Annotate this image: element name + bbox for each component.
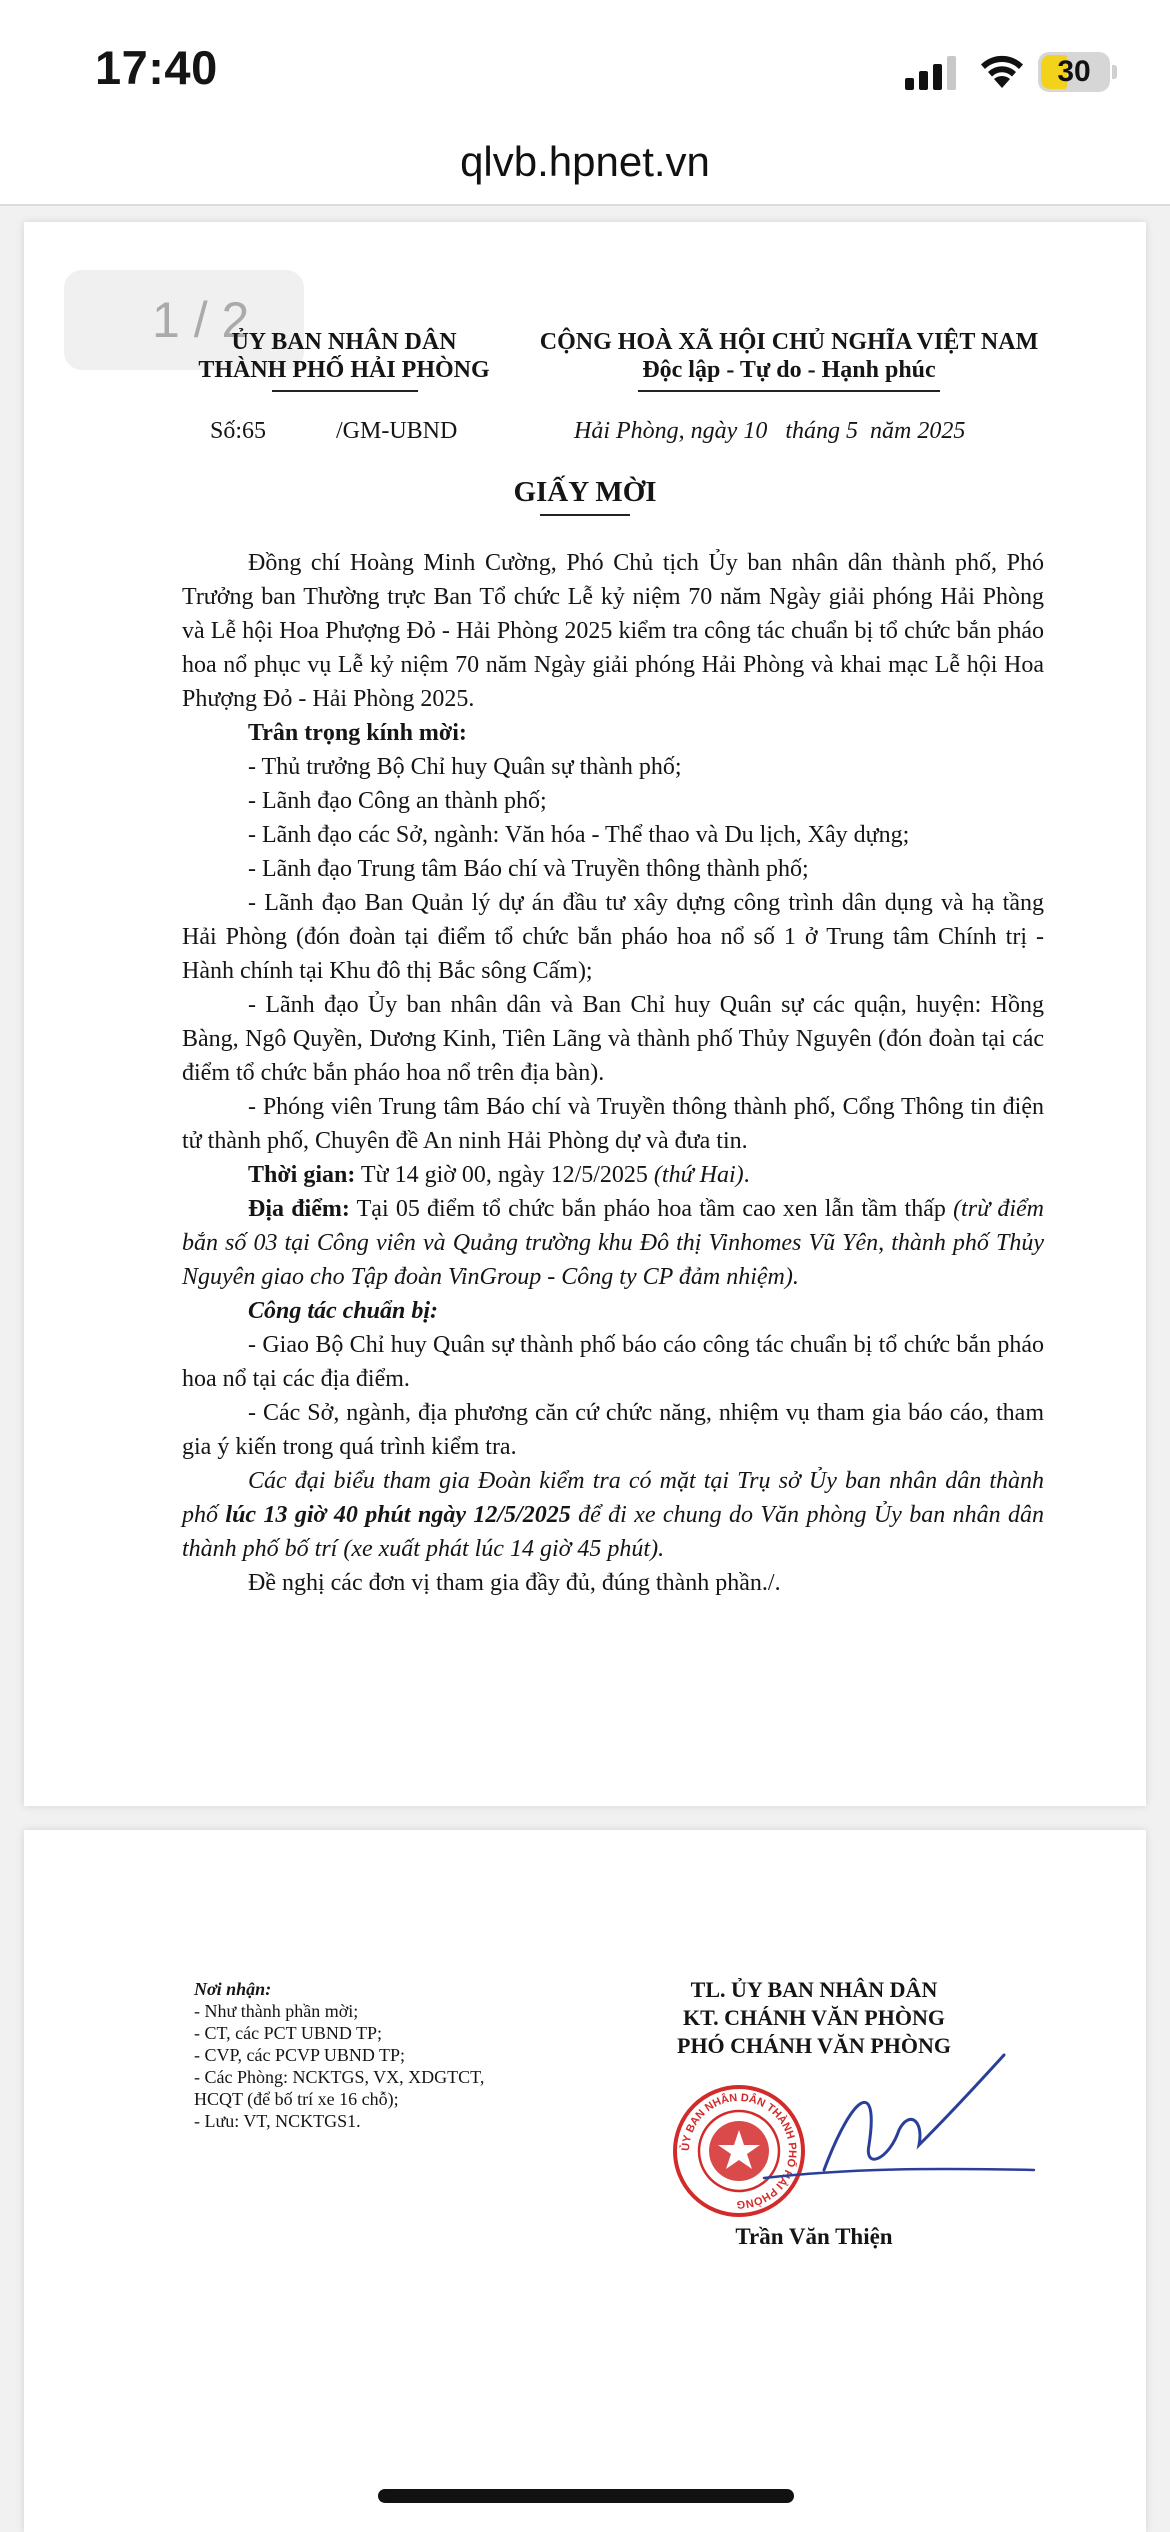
time-paragraph: [182, 1158, 1044, 1192]
battery-icon: [1038, 52, 1118, 92]
document-page-2: [24, 1830, 1146, 2532]
document-page-1: [24, 222, 1146, 1806]
invitee-item: - Lãnh đạo các Sở, ngành: Văn hóa - Thể thao và Du lịch, Xây dựng;: [248, 822, 910, 848]
issuer-underline: [272, 390, 418, 392]
document-code: /GM-UBND: [336, 418, 458, 444]
invitee-item: - Phóng viên Trung tâm Báo chí và Truyền thông thành phố, Cổng Thông tin điện tử thành phố, Chuyên đề An ninh Hải Phòng dự và đưa tin.: [182, 1094, 1044, 1154]
document-date: Hải Phòng, ngày 10 tháng 5 năm 2025: [574, 418, 966, 444]
sign-title-3: PHÓ CHÁNH VĂN PHÒNG: [677, 2033, 951, 2058]
recipient-item: - CVP, các PCVP UBND TP;: [194, 2045, 406, 2065]
title-underline: [540, 514, 630, 516]
battery-level: 30: [1057, 55, 1091, 88]
intro-paragraph: Đồng chí Hoàng Minh Cường, Phó Chủ tịch Ủy ban nhân dân thành phố, Phó Trưởng ban Thường trực Ban Tổ chức Lễ kỷ niệm 70 năm Ngày giải phóng Hải Phòng và Lễ hội Hoa Phượng Đỏ - Hải Phòng 2025 kiểm tra công tác chuẩn bị tổ chức bắn pháo hoa nổ phục vụ Lễ kỷ niệm 70 năm Ngày giải phóng Hải Phòng và khai mạc Lễ hội Hoa Phượng Đỏ - Hải Phòng 2025.: [182, 550, 1044, 712]
time-label: Thời gian:: [248, 1162, 356, 1188]
cellular-signal-icon: [905, 56, 957, 90]
signature-titles: [604, 1976, 1024, 2060]
document-body: [182, 546, 1044, 1600]
gather-text-1: Các đại biểu tham gia Đoàn kiểm tra có mặt tại Trụ sở Ủy ban nhân dân thành phố: [182, 1468, 1044, 1528]
prep-item: - Giao Bộ Chỉ huy Quân sự thành phố báo cáo công tác chuẩn bị tổ chức bắn pháo hoa nổ tại các địa điểm.: [182, 1332, 1044, 1392]
recipient-item: HCQT (để bố trí xe 16 chỗ);: [194, 2089, 399, 2109]
invite-heading: Trân trọng kính mời:: [248, 720, 467, 746]
url-text[interactable]: qlvb.hpnet.vn: [460, 138, 710, 185]
document-title: GIẤY MỜI: [513, 476, 657, 508]
place-value: Tại 05 điểm tổ chức bắn pháo hoa tầm cao xen lẫn tầm thấp: [349, 1196, 954, 1222]
gather-paragraph: [182, 1464, 1044, 1566]
home-indicator[interactable]: [378, 2489, 794, 2503]
invitee-item: - Lãnh đạo Ban Quản lý dự án đầu tư xây dựng công trình dân dụng và hạ tầng Hải Phòng (đón đoàn tại điểm tổ chức bắn pháo hoa nổ số 1 ở Trung tâm Chính trị - Hành chính tại Khu đô thị Bắc sông Cấm);: [182, 890, 1044, 984]
recipient-item: - CT, các PCT UBND TP;: [194, 2023, 382, 2043]
place-note: (trừ điểm bắn số 03 tại Công viên và Quảng trường khu Đô thị Vinhomes Vũ Yên, thành phố Thủy Nguyên giao cho Tập đoàn VinGroup - Công ty CP đảm nhiệm).: [182, 1196, 1045, 1290]
closing-paragraph: Đề nghị các đơn vị tham gia đầy đủ, đúng thành phần./.: [248, 1570, 781, 1596]
sign-title-1: TL. ỦY BAN NHÂN DÂN: [690, 1977, 938, 2002]
time-value: Từ 14 giờ 00, ngày 12/5/2025: [355, 1162, 654, 1188]
motto-underline: [638, 390, 940, 392]
issuer-line-2: THÀNH PHỐ HẢI PHÒNG: [198, 357, 490, 383]
sign-title-2: KT. CHÁNH VĂN PHÒNG: [683, 2005, 945, 2030]
wifi-icon: [978, 52, 1026, 90]
issuer-header: [184, 328, 504, 384]
place-paragraph: [182, 1192, 1044, 1294]
handwritten-signature-icon: [704, 2050, 1044, 2200]
recipient-item: - Các Phòng: NCKTGS, VX, XDGTCT,: [194, 2067, 485, 2087]
national-header: [519, 328, 1059, 384]
time-day: (thứ Hai): [653, 1162, 744, 1188]
invitee-item: - Lãnh đạo Công an thành phố;: [248, 788, 547, 814]
invitee-item: - Thủ trưởng Bộ Chỉ huy Quân sự thành phố;: [248, 754, 682, 780]
prep-item: - Các Sở, ngành, địa phương căn cứ chức năng, nhiệm vụ tham gia báo cáo, tham gia ý kiến trong quá trình kiểm tra.: [182, 1400, 1044, 1460]
place-label: Địa điểm:: [248, 1196, 350, 1222]
signer-name: Trần Văn Thiện: [735, 2224, 893, 2249]
address-bar[interactable]: [0, 130, 1170, 206]
time-end: .: [743, 1162, 750, 1188]
national-motto: Độc lập - Tự do - Hạnh phúc: [642, 357, 936, 383]
gather-text-2: để đi xe chung do Văn phòng Ủy ban nhân dân thành phố bố trí (xe xuất phát lúc 14 giờ 45 phút).: [182, 1502, 1045, 1562]
recipients-block: [194, 1978, 574, 2132]
status-time: 17:40: [95, 41, 218, 94]
issuer-line-1: ỦY BAN NHÂN DÂN: [231, 329, 457, 355]
recipient-item: - Như thành phần mời;: [194, 2001, 359, 2021]
recipient-item: - Lưu: VT, NCKTGS1.: [194, 2111, 361, 2131]
invitee-item: - Lãnh đạo Trung tâm Báo chí và Truyền thông thành phố;: [248, 856, 809, 882]
recipients-label: Nơi nhận:: [194, 1979, 272, 1999]
prep-heading: Công tác chuẩn bị:: [248, 1298, 439, 1324]
document-number: Số:65: [210, 418, 267, 444]
invitee-item: - Lãnh đạo Ủy ban nhân dân và Ban Chỉ huy Quân sự các quận, huyện: Hồng Bàng, Ngô Quyền, Dương Kinh, Tiên Lãng và thành phố Thủy Nguyên (đón đoàn tại các điểm tổ chức bắn pháo hoa nổ trên địa bàn).: [182, 992, 1044, 1086]
gather-time: lúc 13 giờ 40 phút ngày 12/5/2025: [225, 1502, 571, 1528]
status-bar: [0, 0, 1170, 130]
seal-text: ỦY BAN NHÂN DÂN THÀNH PHỐ HẢI PHÒNG: [679, 2091, 799, 2211]
national-title: CỘNG HOÀ XÃ HỘI CHỦ NGHĨA VIỆT NAM: [539, 329, 1039, 355]
page-indicator: 1 / 2: [64, 270, 304, 370]
